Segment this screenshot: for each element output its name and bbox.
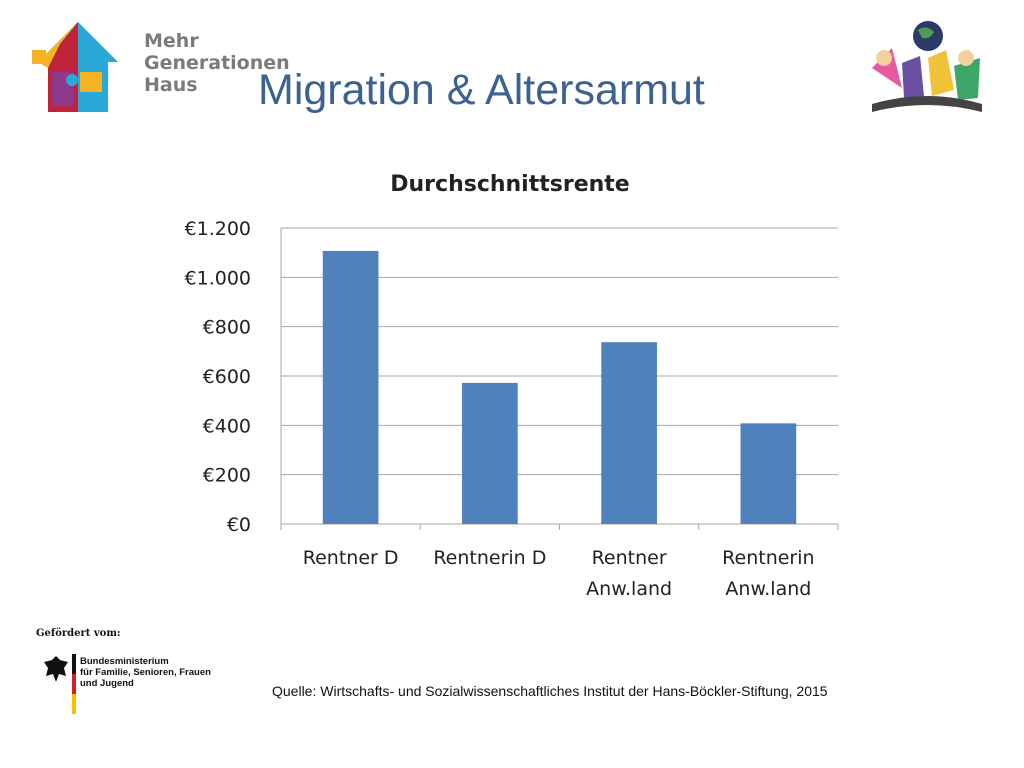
y-tick-label: €600 <box>202 366 251 388</box>
chart-title: Durchschnittsrente <box>390 172 630 197</box>
x-tick-label: Rentner D <box>302 547 399 569</box>
x-tick-label: Rentnerin Anw.land <box>722 547 815 600</box>
chart-plot <box>150 160 870 610</box>
house-puzzle-icon <box>28 20 128 120</box>
y-tick-label: €800 <box>202 316 251 339</box>
ministry-line: und Jugend <box>80 678 134 689</box>
federal-eagle-icon <box>42 654 70 684</box>
mgh-logo <box>28 20 288 120</box>
bar <box>323 251 379 524</box>
x-tick-label: Rentner Anw.land <box>586 547 673 600</box>
ministry-line: Bundesministerium <box>80 656 169 667</box>
x-tick-label: Rentnerin D <box>433 547 547 569</box>
kids-logo <box>862 18 992 118</box>
bar-chart <box>150 160 870 610</box>
kids-globe-icon <box>862 18 992 118</box>
y-tick-label: €1.000 <box>184 267 251 290</box>
y-tick-label: €400 <box>202 415 251 438</box>
logo-line: Haus <box>144 74 198 96</box>
logo-line: Mehr <box>144 30 199 52</box>
logo-line: Generationen <box>144 52 290 74</box>
bar <box>462 383 518 524</box>
bar <box>601 342 657 524</box>
y-tick-label: €1.200 <box>184 218 251 240</box>
source-citation: Quelle: Wirtschafts- und Sozialwissenschaftliches Institut der Hans-Böckler-Stiftung, 2015 <box>272 683 828 699</box>
bar <box>741 423 797 524</box>
page-title: Migration & Altersarmut <box>258 66 705 114</box>
y-tick-label: €200 <box>202 464 251 487</box>
y-tick-label: €0 <box>226 514 251 536</box>
german-flag-icon <box>72 654 76 714</box>
ministry-logo <box>42 652 242 716</box>
ministry-name <box>80 656 211 689</box>
funded-by-label: Gefördert vom: <box>36 628 121 639</box>
ministry-line: für Familie, Senioren, Frauen <box>80 667 211 678</box>
